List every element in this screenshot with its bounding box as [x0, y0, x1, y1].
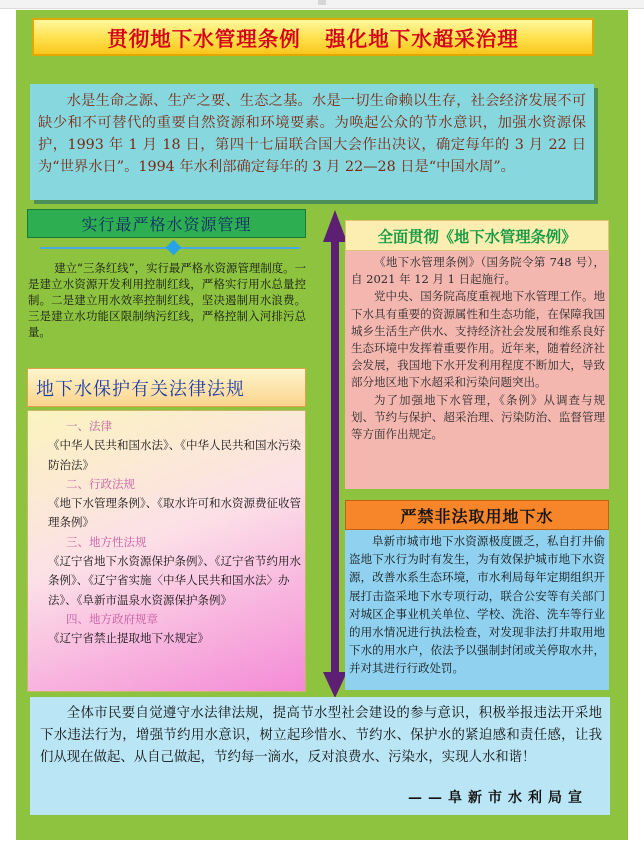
red-line-text: 建立“三条红线”，实行最严格水资源管理制度。一是建立水资源开发利用控制红线，严格实行用水总量控制。二是建立用水效率控制红线，坚决遏制用水浪费。三是建立水功能区限制纳污红线，严格控制入河排污总量。: [28, 261, 306, 339]
laws-heading: [27, 368, 306, 407]
ordinance-box: [345, 251, 609, 489]
ban-text: 阜新市城市地下水资源极度匮乏，私自打井偷盗地下水行为时有发生，为有效保护城市地下水资源，改善水系生态环境，市水利局每年定期组织开展打击盗采地下水专项行动，联合公安等有关部门对城区企事业机关单位、学校、洗浴、洗车等行业的用水情况进行执法检查，对发现非法打井取用地下水的用水户，依法予以强制封闭或关停取水井，并对其进行行政处罚。: [349, 534, 605, 676]
page-top-notch: [318, 0, 326, 5]
intro-text: 水是生命之源、生产之要、生态之基。水是一切生命赖以生存，社会经济发展不可缺少和不可替代的重要自然资源和环境要素。为唤起公众的节水意识，加强水资源保护，1993 年 1 月 18 日，第四十七届联合国大会作出决议，确定每年的 3 月 22 日为“世界水日”。1994 年水利部确定每年的 3 月 22—28 日是“中国水周”。: [38, 93, 586, 175]
law-items: 《中华人民共和国水法》、《中华人民共和国水污染防治法》: [48, 438, 301, 472]
laws-heading-text: 地下水保护有关法律法规: [36, 378, 245, 400]
strict-management-heading-text: 实行最严格水资源管理: [81, 215, 252, 234]
strict-management-heading: [27, 209, 306, 238]
closing-box: [30, 697, 610, 815]
law-items: 《辽宁省地下水资源保护条例》、《辽宁省节约用水条例》、《辽宁省实施〈中华人民共和国水法〉办法》、《阜新市温泉水资源保护条例》: [48, 554, 301, 607]
laws-list: [27, 410, 306, 692]
closing-text: 全体市民要自觉遵守水法律法规，提高节水型社会建设的参与意识，积极举报违法开采地下水违法行为，增强节约用水意识，树立起珍惜水、节约水、保护水的紧迫感和责任感，让我们从现在做起、从自己做起，节约每一滴水，反对浪费水、污染水，实现人水和谐！: [40, 706, 602, 765]
law-items: 《地下水管理条例》、《取水许可和水资源费征收管理条例》: [48, 496, 301, 530]
law-items: 《辽宁省禁止提取地下水规定》: [48, 631, 209, 646]
law-category: 二、行政法规: [66, 476, 135, 491]
law-category: 一、法律: [66, 419, 112, 433]
law-category: 三、地方性法规: [66, 534, 147, 549]
intro-box: [30, 84, 594, 200]
ordinance-heading-text: 全面贯彻《地下水管理条例》: [377, 227, 577, 246]
arrow-down-icon: [323, 672, 347, 698]
ban-heading: [345, 500, 609, 530]
poster-title: 贯彻地下水管理条例 强化地下水超采治理: [107, 27, 519, 51]
signature: ——阜新市水利局宣: [408, 790, 588, 806]
ordinance-heading: [345, 220, 609, 251]
vertical-divider-arrow: [331, 238, 339, 675]
ban-box: [345, 530, 609, 690]
ordinance-paragraph: 《地下水管理条例》（国务院令第 748 号），自 2021 年 12 月 1 日起施行。: [351, 255, 605, 287]
red-line-section: [28, 260, 306, 340]
law-category: 四、地方政府规章: [66, 611, 158, 626]
ban-heading-text: 严禁非法取用地下水: [400, 506, 554, 526]
ordinance-paragraph: 党中央、国务院高度重视地下水管理工作。地下水具有重要的资源属性和生态功能，在保障我国城乡生活生产供水、支持经济社会发展和维系良好生态环境中发挥着重要作用。近年来，随着经济社会发展，我国地下水开发利用程度不断加大，导致部分地区地下水超采和污染问题突出。: [351, 289, 605, 390]
title-banner: [32, 18, 594, 56]
ordinance-paragraph: 为了加强地下水管理，《条例》从调查与规划、节约与保护、超采治理、污染防治、监督管理等方面作出规定。: [351, 392, 605, 442]
